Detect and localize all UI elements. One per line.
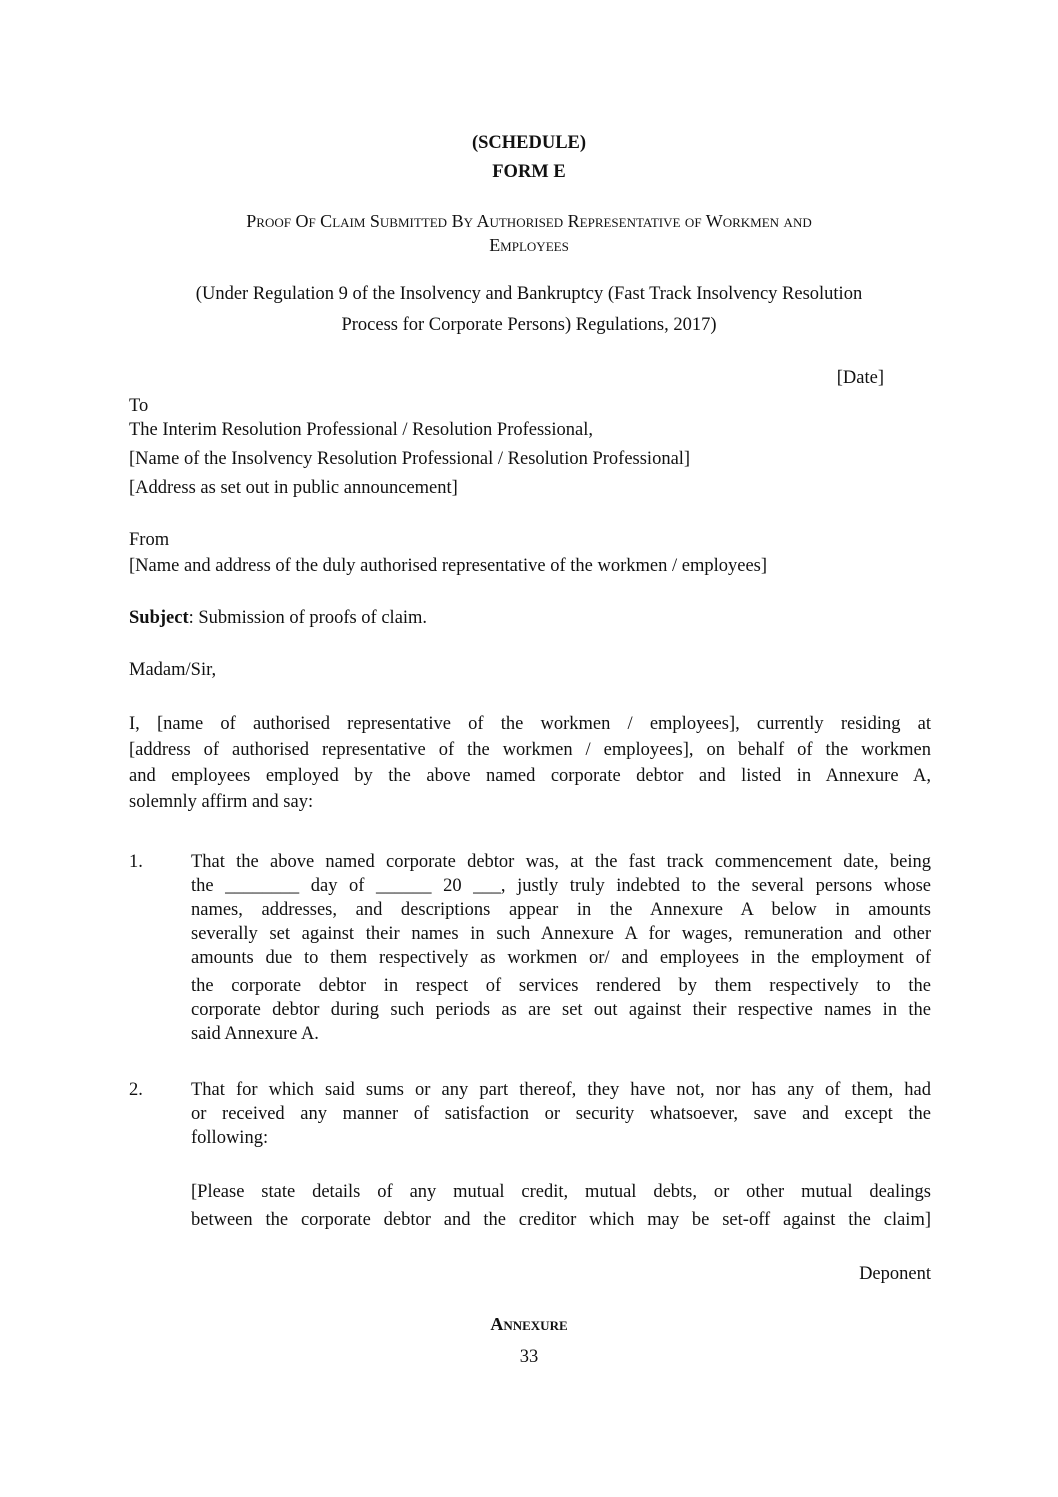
to-line-2: [Name of the Insolvency Resolution Professional / Resolution Professional] xyxy=(129,449,691,469)
from-line-1: [Name and address of the duly authorised representative of the workmen / employees] xyxy=(129,556,768,576)
item-2-line: That for which said sums or any part thereof, they have not, nor has any of them, had xyxy=(191,1080,931,1100)
item-number-1: 1. xyxy=(129,852,143,872)
to-label: To xyxy=(129,396,149,416)
date-placeholder: [Date] xyxy=(836,368,884,388)
form-heading: FORM E xyxy=(492,162,566,182)
to-line-1: The Interim Resolution Professional / Resolution Professional, xyxy=(129,420,593,440)
salutation: Madam/Sir, xyxy=(129,660,217,680)
annexure-heading: Annexure xyxy=(490,1314,568,1334)
item-1-line: That the above named corporate debtor was, at the fast track commencement date, being xyxy=(191,852,931,872)
item-1-line: said Annexure A. xyxy=(191,1024,319,1044)
details-line-2: between the corporate debtor and the creditor which may be set-off against the claim] xyxy=(191,1210,931,1230)
mutual-dealings-details xyxy=(191,1180,931,1232)
item-number-2: 2. xyxy=(129,1080,143,1100)
item-1-line: the corporate debtor in respect of services rendered by them respectively to the xyxy=(191,976,931,996)
to-line-3: [Address as set out in public announcement] xyxy=(129,478,458,498)
subject-text: : Submission of proofs of claim. xyxy=(188,608,428,628)
item-1-line: names, addresses, and descriptions appear in the Annexure A below in amounts xyxy=(191,900,931,920)
form-title-line-2: Employees xyxy=(489,235,569,255)
schedule-heading: (SCHEDULE) xyxy=(471,133,587,153)
item-1-line: the ________ day of ______ 20 ___, justly truly indebted to the several persons whose xyxy=(191,876,931,896)
intro-line-3: and employees employed by the above named corporate debtor and listed in Annexure A, xyxy=(129,766,931,786)
regulation-line-2: Process for Corporate Persons) Regulations, 2017) xyxy=(341,315,717,335)
item-1-line: corporate debtor during such periods as are set out against their respective names in the xyxy=(191,1000,931,1020)
regulation-line-1: (Under Regulation 9 of the Insolvency and Bankruptcy (Fast Track Insolvency Resolution xyxy=(195,284,863,304)
intro-paragraph xyxy=(129,712,931,814)
subject-line xyxy=(129,606,427,630)
subject-label: Subject xyxy=(129,608,189,628)
item-2-line: or received any manner of satisfaction or security whatsoever, save and except the xyxy=(191,1104,931,1124)
item-text-1 xyxy=(191,850,931,1046)
deponent-label: Deponent xyxy=(859,1264,931,1284)
page-number: 33 xyxy=(519,1347,539,1367)
item-1-line: amounts due to them respectively as workmen or/ and employees in the employment of xyxy=(191,948,931,968)
item-text-2 xyxy=(191,1078,931,1150)
from-label: From xyxy=(129,530,170,550)
form-title-line-1: Proof Of Claim Submitted By Authorised Representative of Workmen and xyxy=(246,211,812,231)
item-2-line: following: xyxy=(191,1128,269,1148)
details-line-1: [Please state details of any mutual credit, mutual debts, or other mutual dealings xyxy=(191,1182,931,1202)
intro-line-4: solemnly affirm and say: xyxy=(129,792,314,812)
intro-line-2: [address of authorised representative of the workmen / employees], on behalf of the workmen xyxy=(129,740,931,760)
intro-line-1: I, [name of authorised representative of the workmen / employees], currently residing at xyxy=(129,714,931,734)
item-1-line: severally set against their names in such Annexure A for wages, remuneration and other xyxy=(191,924,931,944)
